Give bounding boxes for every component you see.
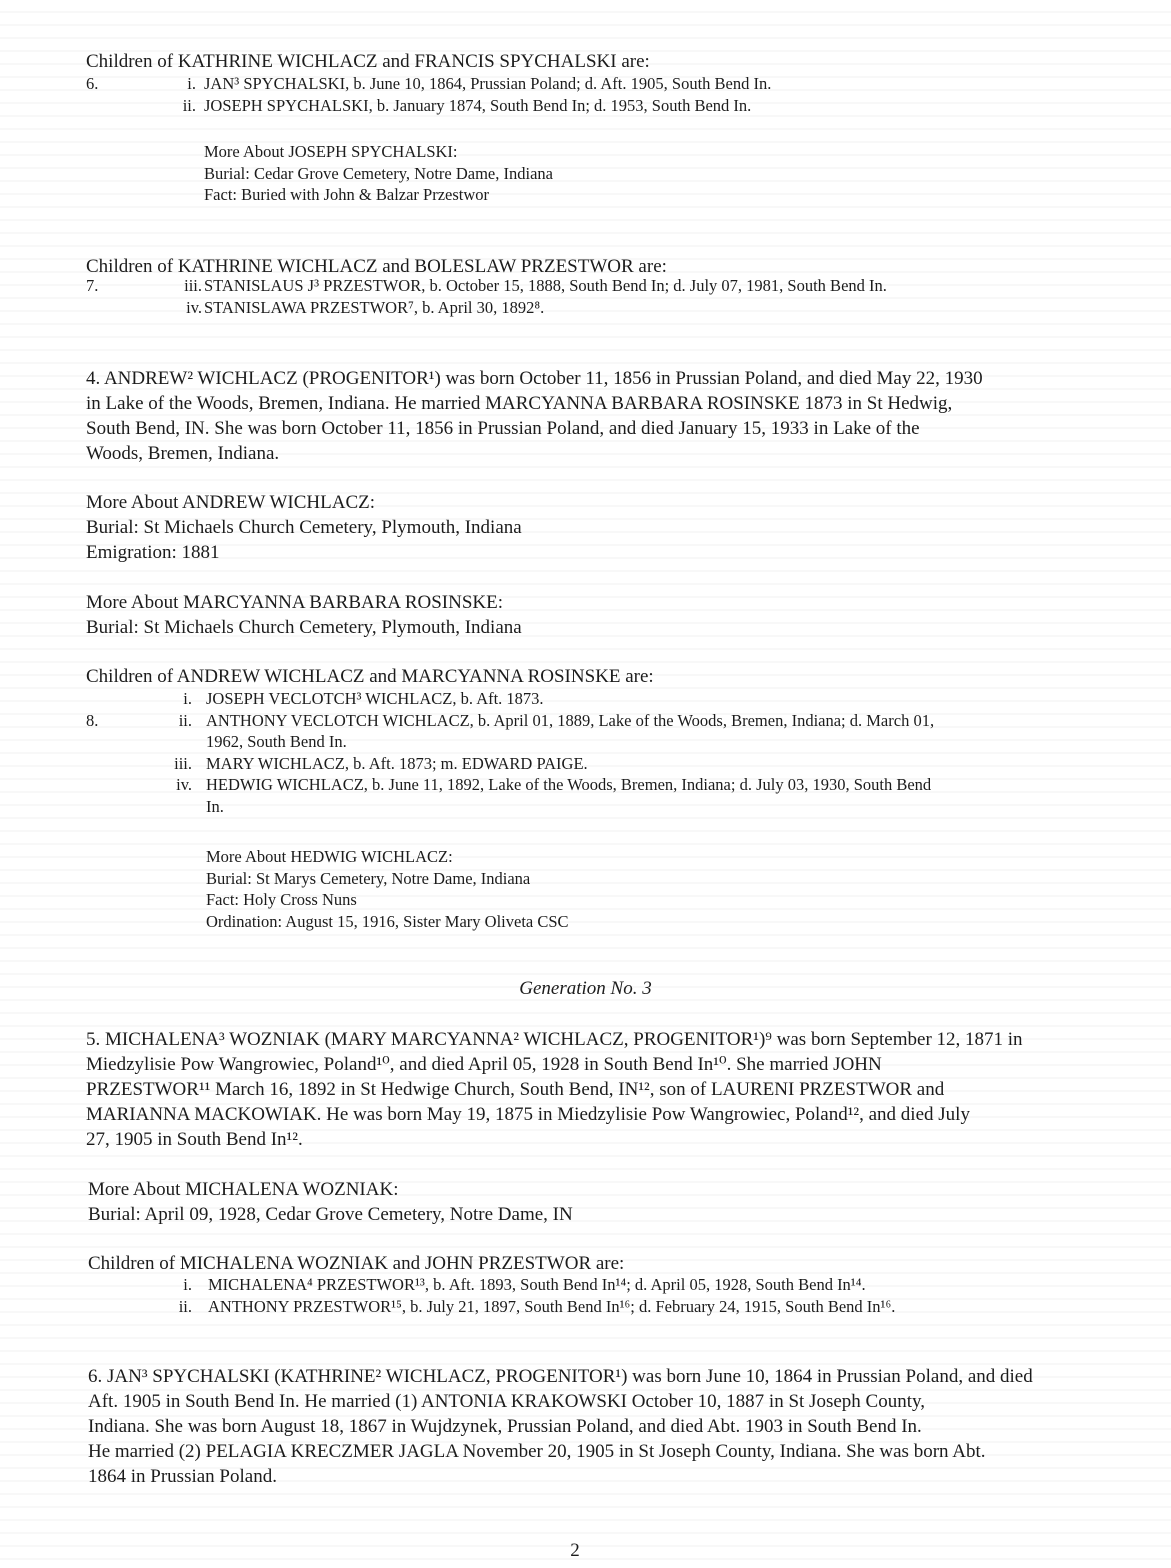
more-about-hedwig xyxy=(206,846,569,932)
paragraph-line: 6. JAN³ SPYCHALSKI (KATHRINE² WICHLACZ, PROGENITOR¹) was born June 10, 1864 in Prussian Poland, and died xyxy=(88,1366,1033,1387)
fact-line: Burial: Cedar Grove Cemetery, Notre Dame, Indiana xyxy=(204,163,553,183)
list-item xyxy=(86,731,1086,753)
child-entry: 1962, South Bend In. xyxy=(206,732,347,751)
list-item xyxy=(86,297,1086,319)
roman-numeral: i. xyxy=(187,74,196,93)
fact-line: Emigration: 1881 xyxy=(86,542,220,563)
roman-numeral: ii. xyxy=(178,710,192,730)
child-number: 8. xyxy=(86,710,99,730)
list-item xyxy=(86,710,1086,732)
child-entry: JOSEPH SPYCHALSKI, b. January 1874, South Bend In; d. 1953, South Bend In. xyxy=(204,95,752,115)
paragraph-line: He married (2) PELAGIA KRECZMER JAGLA November 20, 1905 in St Joseph County, Indiana. She was born Abt. xyxy=(88,1441,986,1462)
fact-line: Fact: Buried with John & Balzar Przestwor xyxy=(204,185,490,204)
more-about-heading: More About HEDWIG WICHLACZ: xyxy=(206,847,453,866)
child-entry: STANISLAUS J³ PRZESTWOR, b. October 15, 1888, South Bend In; d. July 07, 1981, South Bend In. xyxy=(204,276,887,295)
list-item xyxy=(86,275,1086,297)
michalena-paragraph xyxy=(86,1027,1023,1152)
roman-numeral: iv. xyxy=(186,297,202,317)
roman-numeral: i. xyxy=(183,689,192,708)
list-item xyxy=(86,753,1086,775)
list-item xyxy=(86,73,1086,95)
more-about-joseph xyxy=(204,141,553,206)
roman-numeral: ii. xyxy=(178,1296,192,1316)
children-heading-andrew: Children of ANDREW WICHLACZ and MARCYANNA ROSINSKE are: xyxy=(86,666,654,687)
children-list-michalena xyxy=(86,1274,1086,1317)
child-entry: In. xyxy=(206,796,224,816)
children-heading-michalena: Children of MICHALENA WOZNIAK and JOHN PRZESTWOR are: xyxy=(88,1253,625,1274)
roman-numeral: iv. xyxy=(176,775,192,794)
roman-numeral: iii. xyxy=(174,753,192,773)
list-item xyxy=(86,95,1086,117)
child-entry: JOSEPH VECLOTCH³ WICHLACZ, b. Aft. 1873. xyxy=(206,689,544,708)
children-list-spychalski xyxy=(86,73,1086,116)
generation-heading: Generation No. 3 xyxy=(519,978,652,999)
list-item xyxy=(86,774,1086,796)
child-entry: ANTHONY PRZESTWOR¹⁵, b. July 21, 1897, South Bend In¹⁶; d. February 24, 1915, South Bend In¹⁶. xyxy=(208,1296,896,1316)
children-list-wichlacz xyxy=(86,688,1086,817)
paragraph-line: 5. MICHALENA³ WOZNIAK (MARY MARCYANNA² WICHLACZ, PROGENITOR¹)⁹ was born September 12, 1871 in xyxy=(86,1029,1023,1050)
paragraph-line: Indiana. She was born August 18, 1867 in Wujdzynek, Prussian Poland, and died Abt. 1903 in South Bend In. xyxy=(88,1416,922,1437)
list-item xyxy=(86,796,1086,818)
more-about-andrew xyxy=(86,490,522,565)
child-number: 6. xyxy=(86,74,99,93)
paragraph-line: Miedzylisie Pow Wangrowiec, Poland¹⁰, and died April 05, 1928 in South Bend In¹⁰. She married JOHN xyxy=(86,1054,882,1075)
paragraph-line: 27, 1905 in South Bend In¹². xyxy=(86,1129,303,1150)
paragraph-line: in Lake of the Woods, Bremen, Indiana. He married MARCYANNA BARBARA ROSINSKE 1873 in St Hedwig, xyxy=(86,393,953,414)
fact-line: Fact: Holy Cross Nuns xyxy=(206,890,357,909)
paragraph-line: PRZESTWOR¹¹ March 16, 1892 in St Hedwige Church, South Bend, IN¹², son of LAURENI PRZESTWOR and xyxy=(86,1079,945,1100)
child-entry: JAN³ SPYCHALSKI, b. June 10, 1864, Prussian Poland; d. Aft. 1905, South Bend In. xyxy=(204,74,772,93)
paragraph-line: MARIANNA MACKOWIAK. He was born May 19, 1875 in Miedzylisie Pow Wangrowiec, Poland¹², and died July xyxy=(86,1104,970,1125)
child-entry: ANTHONY VECLOTCH WICHLACZ, b. April 01, 1889, Lake of the Woods, Bremen, Indiana; d. March 01, xyxy=(206,710,935,730)
children-list-przestwor xyxy=(86,275,1086,318)
children-heading-kathrine-francis: Children of KATHRINE WICHLACZ and FRANCIS SPYCHALSKI are: xyxy=(86,51,650,72)
jan-paragraph xyxy=(88,1364,1033,1489)
andrew-paragraph xyxy=(86,366,983,466)
child-entry: STANISLAWA PRZESTWOR⁷, b. April 30, 1892⁸. xyxy=(204,297,545,317)
children-heading-kathrine-boleslaw: Children of KATHRINE WICHLACZ and BOLESLAW PRZESTWOR are: xyxy=(86,256,667,277)
paragraph-line: 4. ANDREW² WICHLACZ (PROGENITOR¹) was born October 11, 1856 in Prussian Poland, and died May 22, 1930 xyxy=(86,368,983,389)
fact-line: Burial: St Marys Cemetery, Notre Dame, Indiana xyxy=(206,868,531,888)
fact-line: Burial: St Michaels Church Cemetery, Plymouth, Indiana xyxy=(86,617,522,638)
child-entry: HEDWIG WICHLACZ, b. June 11, 1892, Lake of the Woods, Bremen, Indiana; d. July 03, 1930, South Bend xyxy=(206,775,932,794)
child-number: 7. xyxy=(86,276,99,295)
more-about-heading: More About JOSEPH SPYCHALSKI: xyxy=(204,142,458,161)
more-about-marcyanna xyxy=(86,590,522,640)
child-entry: MARY WICHLACZ, b. Aft. 1873; m. EDWARD PAIGE. xyxy=(206,753,588,773)
roman-numeral: iii. xyxy=(184,276,202,295)
list-item xyxy=(86,1274,1086,1296)
more-about-michalena xyxy=(88,1177,573,1227)
paragraph-line: Aft. 1905 in South Bend In. He married (1) ANTONIA KRAKOWSKI October 10, 1887 in St Joseph County, xyxy=(88,1391,925,1412)
list-item xyxy=(86,1296,1086,1318)
paragraph-line: 1864 in Prussian Poland. xyxy=(88,1466,277,1487)
list-item xyxy=(86,688,1086,710)
more-about-heading: More About MICHALENA WOZNIAK: xyxy=(88,1179,399,1200)
paragraph-line: Woods, Bremen, Indiana. xyxy=(86,443,280,464)
more-about-heading: More About MARCYANNA BARBARA ROSINSKE: xyxy=(86,592,504,613)
roman-numeral: i. xyxy=(183,1275,192,1294)
fact-line: Burial: St Michaels Church Cemetery, Plymouth, Indiana xyxy=(86,517,522,538)
page-number: 2 xyxy=(570,1540,580,1561)
roman-numeral: ii. xyxy=(182,95,196,115)
fact-line: Ordination: August 15, 1916, Sister Mary Oliveta CSC xyxy=(206,911,569,931)
child-entry: MICHALENA⁴ PRZESTWOR¹³, b. Aft. 1893, South Bend In¹⁴; d. April 05, 1928, South Bend In¹⁴. xyxy=(208,1275,866,1294)
fact-line: Burial: April 09, 1928, Cedar Grove Cemetery, Notre Dame, IN xyxy=(88,1204,573,1225)
paragraph-line: South Bend, IN. She was born October 11, 1856 in Prussian Poland, and died January 15, 1933 in Lake of the xyxy=(86,418,920,439)
more-about-heading: More About ANDREW WICHLACZ: xyxy=(86,492,376,513)
